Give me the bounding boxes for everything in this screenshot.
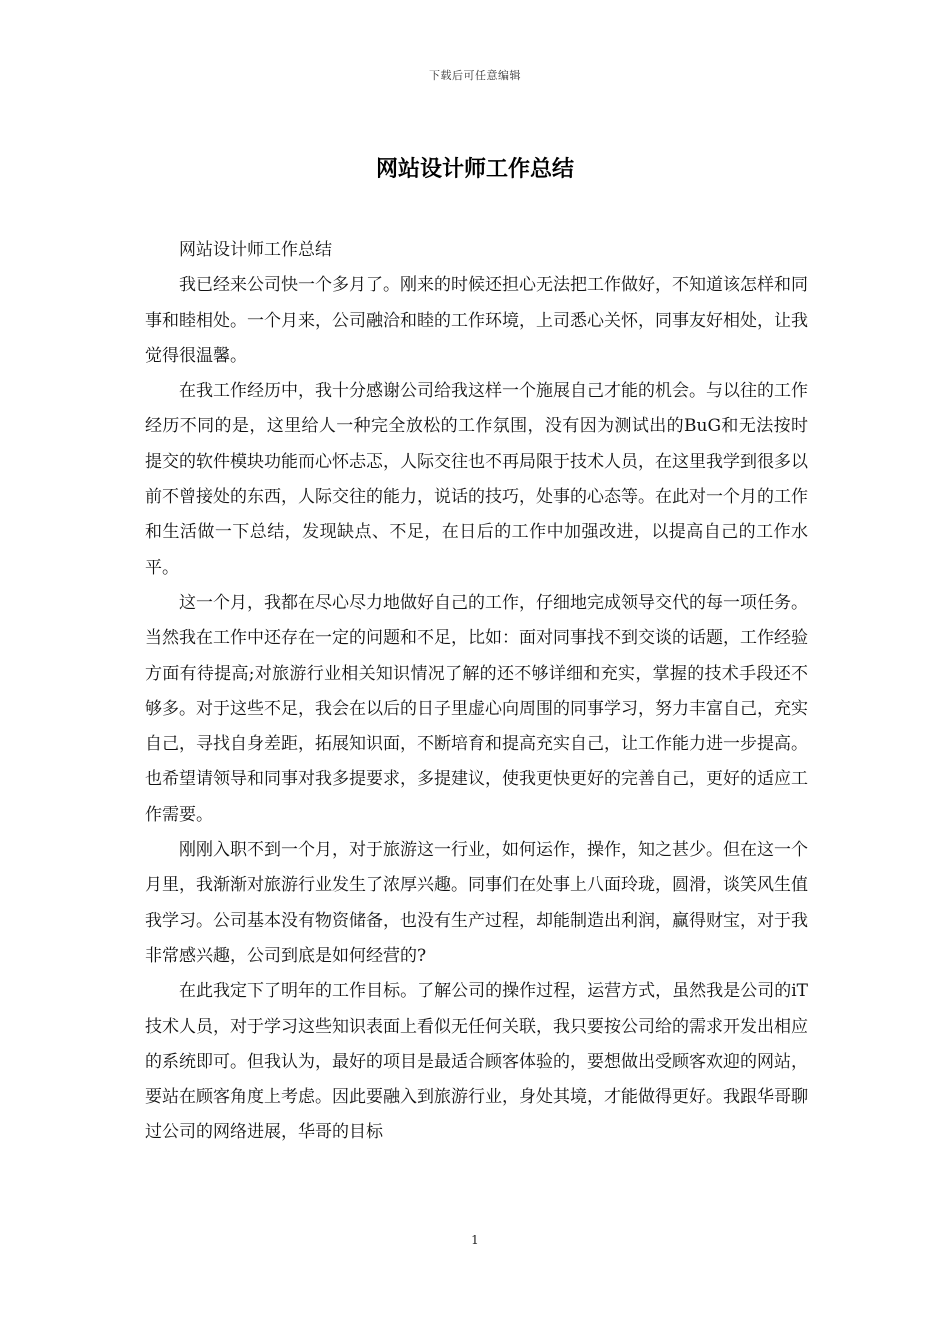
page-number: 1 [471, 1233, 479, 1247]
body-paragraph: 在此我定下了明年的工作目标。了解公司的操作过程，运营方式，虽然我是公司的iT技术人员，对于学习这些知识表面上看似无任何关联，我只要按公司给的需求开发出相应的系统即可。但我认为，最好的项目是最适合顾客体验的，要想做出受顾客欢迎的网站，要站在顾客角度上考虑。因此要融入到旅游行业，身处其境，才能做得更好。我跟华哥聊过公司的网络进展，华哥的目标 [145, 981, 808, 1143]
body-subtitle-paragraph: 网站设计师工作总结 [179, 240, 332, 260]
body-paragraph: 这一个月，我都在尽心尽力地做好自己的工作，仔细地完成领导交代的每一项任务。当然我在工作中还存在一定的问题和不足，比如：面对同事找不到交谈的话题，工作经验方面有待提高;对旅游行业相关知识情况了解的还不够详细和充实，掌握的技术手段还不够多。对于这些不足，我会在以后的日子里虚心向周围的同事学习，努力丰富自己，充实自己，寻找自身差距，拓展知识面，不断培育和提高充实自己，让工作能力进一步提高。也希望请领导和同事对我多提要求，多提建议，使我更快更好的完善自己，更好的适应工作需要。 [145, 592, 808, 825]
body-paragraph: 刚刚入职不到一个月，对于旅游这一行业，如何运作，操作，知之甚少。但在这一个月里，我渐渐对旅游行业发生了浓厚兴趣。同事们在处事上八面玲珑，圆滑，谈笑风生值我学习。公司基本没有物资储备，也没有生产过程，却能制造出利润，赢得财宝，对于我非常感兴趣，公司到底是如何经营的? [145, 840, 808, 966]
document-title: 网站设计师工作总结 [375, 156, 574, 182]
body-paragraph: 我已经来公司快一个多月了。刚来的时候还担心无法把工作做好，不知道该怎样和同事和睦相处。一个月来，公司融洽和睦的工作环境，上司悉心关怀，同事友好相处，让我觉得很温馨。 [145, 275, 808, 366]
header-note: 下载后可任意编辑 [429, 69, 521, 82]
document-body [145, 233, 808, 1151]
body-paragraph: 在我工作经历中，我十分感谢公司给我这样一个施展自己才能的机会。与以往的工作经历不同的是，这里给人一种完全放松的工作氛围，没有因为测试出的BuG和无法按时提交的软件模块功能而心怀忐忑，人际交往也不再局限于技术人员，在这里我学到很多以前不曾接处的东西，人际交往的能力，说话的技巧，处事的心态等。在此对一个月的工作和生活做一下总结，发现缺点、不足，在日后的工作中加强改进，以提高自己的工作水平。 [145, 381, 808, 578]
